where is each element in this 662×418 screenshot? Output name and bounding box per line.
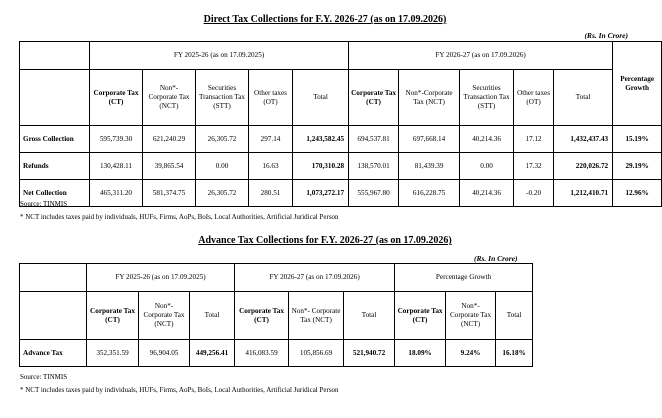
group-header-fy2026: FY 2026-27 (as on 17.09.2026) [349, 42, 613, 70]
cell: 465,311.20 [90, 180, 143, 207]
cell-total: 1,212,410.71 [554, 180, 613, 207]
cell-growth: 16.18% [496, 340, 533, 367]
col-header-ct-2025: Corporate Tax (CT) [87, 292, 139, 340]
row-header-blank [20, 70, 90, 126]
row-label: Advance Tax [20, 340, 87, 367]
advance-tax-table [19, 263, 533, 367]
row-header-blank [20, 292, 87, 340]
col-header-nct-growth: Non*- Corporate Tax (NCT) [446, 292, 496, 340]
table-row-gross [20, 126, 662, 153]
cell: 16.63 [249, 153, 293, 180]
col-header-growth: Percentage Growth [613, 42, 662, 126]
col-header-stt-2025: Securities Transaction Tax (STT) [196, 70, 249, 126]
col-header-ct-growth: Corporate Tax (CT) [395, 292, 446, 340]
cell-total: 521,940.72 [344, 340, 395, 367]
col-header-ct-2026: Corporate Tax (CT) [235, 292, 289, 340]
col-header-nct-2025: Non*- Corporate Tax (NCT) [143, 70, 196, 126]
corner-cell [20, 42, 90, 70]
cell: 130,428.11 [90, 153, 143, 180]
cell: 138,570.01 [349, 153, 399, 180]
cell: 581,374.75 [143, 180, 196, 207]
col-header-nct-2026: Non*- Corporate Tax (NCT) [289, 292, 344, 340]
cell: 352,351.59 [87, 340, 139, 367]
direct-tax-table [19, 41, 662, 207]
col-header-total-2026: Total [554, 70, 613, 126]
direct-source-note: Source: TINMIS [20, 200, 68, 208]
col-header-total-2025: Total [293, 70, 349, 126]
cell-total: 1,432,437.43 [554, 126, 613, 153]
cell-growth: 29.19% [613, 153, 662, 180]
cell: 280.51 [249, 180, 293, 207]
cell: 595,739.30 [90, 126, 143, 153]
advance-source-note: Source: TINMIS [20, 373, 68, 381]
group-header-growth: Percentage Growth [395, 264, 533, 292]
cell-growth: 12.96% [613, 180, 662, 207]
cell: 40,214.36 [460, 126, 514, 153]
cell: 26,305.72 [196, 126, 249, 153]
cell: 105,856.69 [289, 340, 344, 367]
cell: 0.00 [196, 153, 249, 180]
cell-total: 449,256.41 [190, 340, 235, 367]
col-header-stt-2026: Securities Transaction Tax (STT) [460, 70, 514, 126]
group-header-fy2025: FY 2025-26 (as on 17.09.2025) [87, 264, 235, 292]
cell-total: 170,310.28 [293, 153, 349, 180]
cell-total: 220,026.72 [554, 153, 613, 180]
advance-tax-title: Advance Tax Collections for F.Y. 2026-27 (as on 17.09.2026) [198, 235, 452, 246]
col-header-ot-2026: Other taxes (OT) [514, 70, 554, 126]
col-header-nct-2025: Non*- Corporate Tax (NCT) [139, 292, 190, 340]
cell: 0.00 [460, 153, 514, 180]
advance-footnote: * NCT includes taxes paid by individuals, HUFs, Firms, AoPs, BoIs, Local Authorities, Artificial Juridical Person [20, 386, 339, 394]
cell-growth: 9.24% [446, 340, 496, 367]
cell: -0.20 [514, 180, 554, 207]
col-header-ct-2025: Corporate Tax (CT) [90, 70, 143, 126]
cell: 81,439.39 [399, 153, 460, 180]
cell-growth: 18.09% [395, 340, 446, 367]
cell: 26,305.72 [196, 180, 249, 207]
corner-cell [20, 264, 87, 292]
cell: 96,904.05 [139, 340, 190, 367]
cell: 416,083.59 [235, 340, 289, 367]
table-row-advance [20, 340, 533, 367]
cell: 17.32 [514, 153, 554, 180]
cell: 621,240.29 [143, 126, 196, 153]
col-header-ct-2026: Corporate Tax (CT) [349, 70, 399, 126]
table-row-net [20, 180, 662, 207]
advance-tax-unit: (Rs. In Crore) [474, 254, 518, 263]
col-header-total-growth: Total [496, 292, 533, 340]
cell-growth: 15.19% [613, 126, 662, 153]
group-header-fy2026: FY 2026-27 (as on 17.09.2026) [235, 264, 395, 292]
cell: 297.14 [249, 126, 293, 153]
row-label: Gross Collection [20, 126, 90, 153]
table-row-refunds [20, 153, 662, 180]
col-header-total-2025: Total [190, 292, 235, 340]
cell: 17.12 [514, 126, 554, 153]
direct-tax-title: Direct Tax Collections for F.Y. 2026-27 (as on 17.09.2026) [203, 14, 447, 25]
cell: 694,537.81 [349, 126, 399, 153]
cell: 697,668.14 [399, 126, 460, 153]
cell: 555,967.80 [349, 180, 399, 207]
direct-tax-unit: (Rs. In Crore) [584, 31, 628, 40]
col-header-nct-2026: Non*-Corporate Tax (NCT) [399, 70, 460, 126]
cell-total: 1,243,582.45 [293, 126, 349, 153]
cell: 39,865.54 [143, 153, 196, 180]
col-header-total-2026: Total [344, 292, 395, 340]
group-header-fy2025: FY 2025-26 (as on 17.09.2025) [90, 42, 349, 70]
cell-total: 1,073,272.17 [293, 180, 349, 207]
row-label: Refunds [20, 153, 90, 180]
cell: 40,214.36 [460, 180, 514, 207]
cell: 616,228.75 [399, 180, 460, 207]
direct-footnote: * NCT includes taxes paid by individuals, HUFs, Firms, AoPs, BoIs, Local Authorities, Artificial Juridical Person [20, 213, 339, 221]
col-header-ot-2025: Other taxes (OT) [249, 70, 293, 126]
row-label: Net Collection [20, 180, 90, 207]
